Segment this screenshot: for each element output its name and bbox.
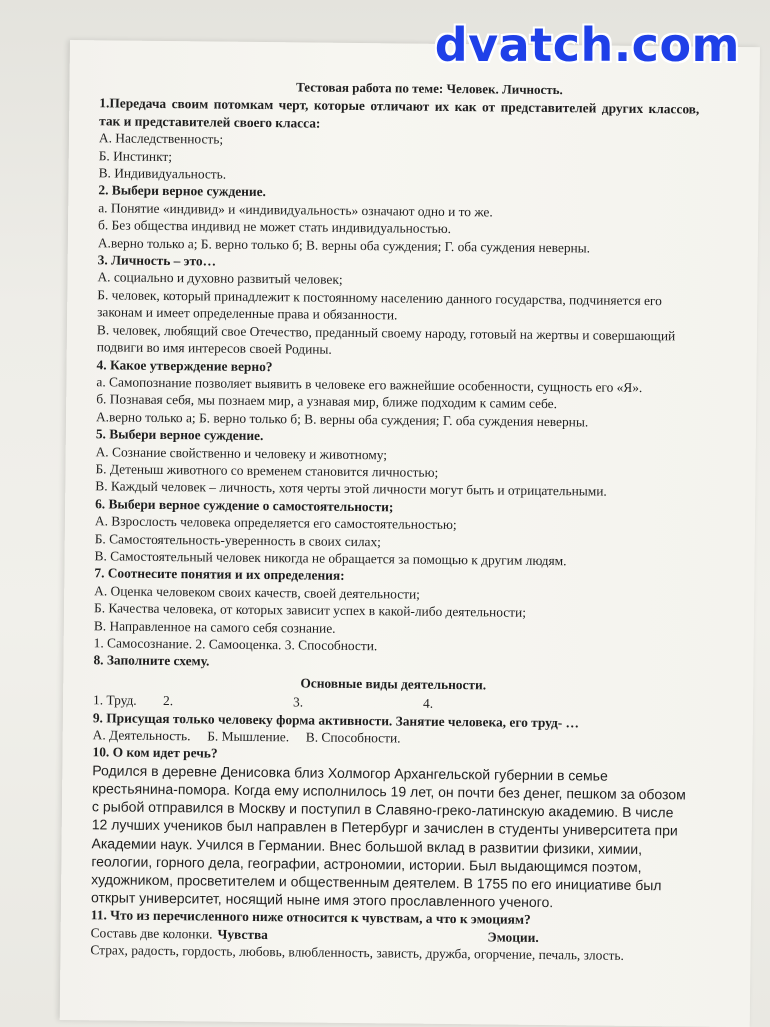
- q6-line-3: В. Самостоятельный человек никогда не обращается за помощью к другим людям.: [94, 548, 567, 569]
- question-3: 3. Личность – это…: [97, 252, 217, 269]
- scheme-item-3: 3.: [293, 694, 304, 710]
- page-title: Тестовая работа по теме: Человек. Личность.: [296, 79, 563, 98]
- question-5: 5. Выбери верное суждение.: [95, 426, 264, 444]
- q11-col-emotions: Эмоции.: [487, 929, 539, 945]
- q11-col-feelings: Чувства: [217, 926, 269, 942]
- question-6: 6. Выбери верное суждение о самостоятельности;: [95, 496, 394, 515]
- q5-line-2: Б. Детеныш животного со временем становится личностью;: [95, 461, 439, 480]
- q6-line-1: А. Взрослость человека определяется его самостоятельностью;: [94, 513, 457, 533]
- q2-line-3: А.верно только а; Б. верно только б; В. верны оба суждения; Г. оба суждения неверны.: [97, 234, 591, 256]
- q2-line-1: а. Понятие «индивид» и «индивидуальность» означают одно и то же.: [98, 200, 493, 220]
- question-1: 1.Передача своим потомкам черт, которые отличают их как от представителей других классов, так и представителей своего класса:: [99, 95, 700, 131]
- question-4: 4. Какое утверждение верно?: [96, 356, 273, 374]
- q7-line-3: В. Направленное на самого себя сознание.: [93, 617, 336, 636]
- q3-line-2: Б. человек, который принадлежит к постоянному населению данного государства, подчиняется его законам и имеет определенные права и обязанности.: [97, 287, 662, 323]
- q5-line-3: В. Каждый человек – личность, хотя черты этой личности могут быть и отрицательными.: [95, 478, 607, 499]
- sheet-content: [90, 76, 699, 965]
- question-2: 2. Выбери верное суждение.: [98, 182, 267, 200]
- q11-words: Страх, радость, гордость, любовь, влюбленность, зависть, дружба, огорчение, печаль, злость.: [90, 942, 624, 964]
- question-7: 7. Соотнесите понятия и их определения:: [94, 565, 345, 584]
- q3-line-1: А. социально и духовно развитый человек;: [97, 269, 343, 288]
- question-9: 9. Присущая только человеку форма активности. Занятие человека, его труд- …: [92, 709, 580, 730]
- q7-line-1: А. Оценка человеком своих качеств, своей деятельности;: [94, 583, 421, 602]
- scheme-title: Основные виды деятельности.: [300, 675, 487, 693]
- test-sheet: [60, 40, 760, 1027]
- q4-line-1: а. Самопознание позволяет выявить в человеке его важнейшие особенности, сущность его «Я».: [96, 374, 643, 395]
- q1-option-a: А. Наследственность;: [98, 130, 224, 147]
- q7-line-2: Б. Качества человека, от которых зависит успех в какой-либо деятельности;: [93, 600, 527, 620]
- q4-line-3: А.верно только а; Б. верно только б; В. верны оба суждения; Г. оба суждения неверны.: [95, 409, 589, 430]
- q1-option-b: Б. Инстинкт;: [98, 147, 173, 164]
- q4-line-2: б. Познавая себя, мы познаем мир, а узнавая мир, ближе подходим к самим себе.: [96, 391, 558, 412]
- q9-options: А. Деятельность. Б. Мышление. В. Способности.: [92, 727, 401, 746]
- q3-line-3: В. человек, любящий свое Отечество, преданный своему народу, готовый на жертвы и совершающий подвиги во имя интересов своей Родины.: [96, 321, 676, 357]
- q1-option-c: В. Индивидуальность.: [98, 165, 227, 182]
- question-11: 11. Что из перечисленного ниже относится к чувствам, а что к эмоциям?: [90, 907, 531, 928]
- q7-line-4: 1. Самосознание. 2. Самооценка. 3. Способности.: [93, 635, 378, 654]
- q11-instruction: Составь две колонки.: [90, 925, 213, 942]
- q6-line-2: Б. Самостоятельность-уверенность в своих силах;: [94, 530, 382, 549]
- q5-line-1: А. Сознание свойственно и человеку и животному;: [95, 443, 388, 462]
- watermark: dvatch.com: [434, 18, 740, 72]
- question-10: 10. О ком идет речь?: [92, 744, 218, 762]
- scheme-item-1: 1. Труд.: [93, 692, 137, 708]
- question-8: 8. Заполните схему.: [93, 652, 210, 669]
- scheme-item-2: 2.: [163, 693, 174, 709]
- q10-text: Родился в деревне Денисовка близ Холмогор Архангельской губернии в семье крестьянина-помора. Когда ему исполнилось 19 лет, он почти без денег, пешком за обозом с рыбой отправился в Москву и поступил в Славяно-греко-латинскую академию. В числе 12 лучших учеников был направлен в Петербург и зачислен в студенты университета при Академии наук. Учился в Германии. Внес большой вклад в развитии физики, химии, геологии, горного дела, географии, астрономии, истории. Был выдающимся поэтом, художником, просветителем и общественным деятелем. В 1755 по его инициативе был открыт университет, носящий ныне имя этого прославленного ученого.: [90, 762, 686, 911]
- q2-line-2: б. Без общества индивид не может стать индивидуальностью.: [97, 217, 452, 237]
- scheme-item-4: 4.: [422, 695, 434, 712]
